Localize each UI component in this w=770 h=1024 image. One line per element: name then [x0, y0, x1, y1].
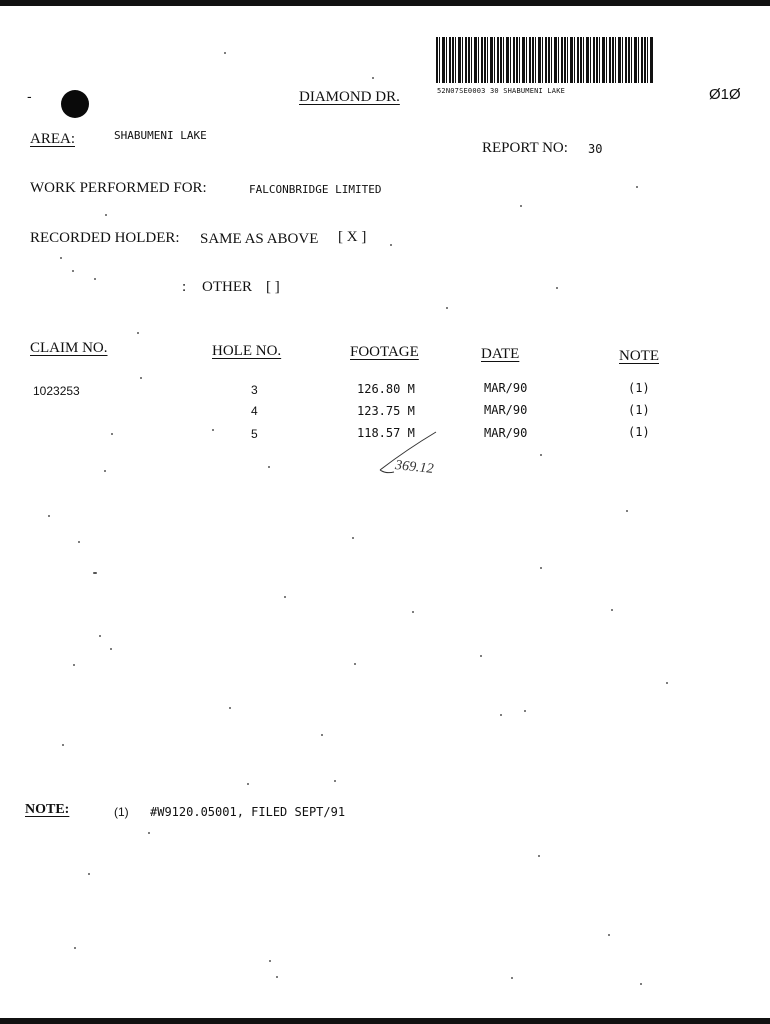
note-ref: (1)	[628, 425, 650, 439]
recorded-holder-label: RECORDED HOLDER:	[30, 230, 180, 246]
col-hole-no: HOLE NO.	[212, 343, 282, 359]
col-date: DATE	[481, 346, 520, 362]
top-border	[0, 0, 770, 6]
date-value: MAR/90	[484, 426, 528, 440]
bottom-border	[0, 1018, 770, 1024]
barcode	[436, 37, 654, 83]
other-label: OTHER	[202, 279, 252, 295]
area-value: SHABUMENI LAKE	[114, 129, 207, 142]
work-performed-label: WORK PERFORMED FOR:	[30, 180, 207, 196]
hole-number: 3	[251, 383, 258, 397]
area-label: AREA:	[30, 131, 75, 147]
other-prefix: :	[182, 279, 187, 295]
col-note: NOTE	[619, 348, 659, 364]
same-as-above-checkbox: [ X ]	[338, 229, 367, 245]
page-code: Ø1Ø	[709, 86, 741, 103]
punch-hole	[61, 90, 89, 118]
note-label: NOTE:	[25, 802, 70, 817]
hole-number: 4	[251, 404, 258, 418]
note-reference: (1)	[114, 805, 129, 819]
col-footage: FOOTAGE	[350, 344, 419, 360]
handwritten-total: 369.12	[394, 458, 435, 477]
note-text: #W9120.05001, FILED SEPT/91	[150, 805, 346, 819]
report-value: 30	[588, 142, 603, 156]
footage-value: 118.57 M	[357, 426, 415, 440]
date-value: MAR/90	[484, 403, 528, 417]
other-checkbox: [ ]	[266, 279, 280, 295]
hole-number: 5	[251, 427, 258, 441]
footage-value: 126.80 M	[357, 382, 415, 396]
work-performed-value: FALCONBRIDGE LIMITED	[249, 183, 382, 196]
document-title: DIAMOND DR.	[299, 89, 400, 105]
report-label: REPORT NO:	[482, 140, 568, 156]
claim-number: 1023253	[33, 384, 80, 398]
footage-value: 123.75 M	[357, 404, 415, 418]
col-claim-no: CLAIM NO.	[30, 340, 108, 356]
barcode-caption: 52N07SE0003 30 SHABUMENI LAKE	[437, 87, 566, 95]
note-ref: (1)	[628, 403, 650, 417]
date-value: MAR/90	[484, 381, 528, 395]
same-as-above-label: SAME AS ABOVE	[200, 231, 319, 247]
note-ref: (1)	[628, 381, 650, 395]
header-dash: -	[27, 88, 32, 104]
